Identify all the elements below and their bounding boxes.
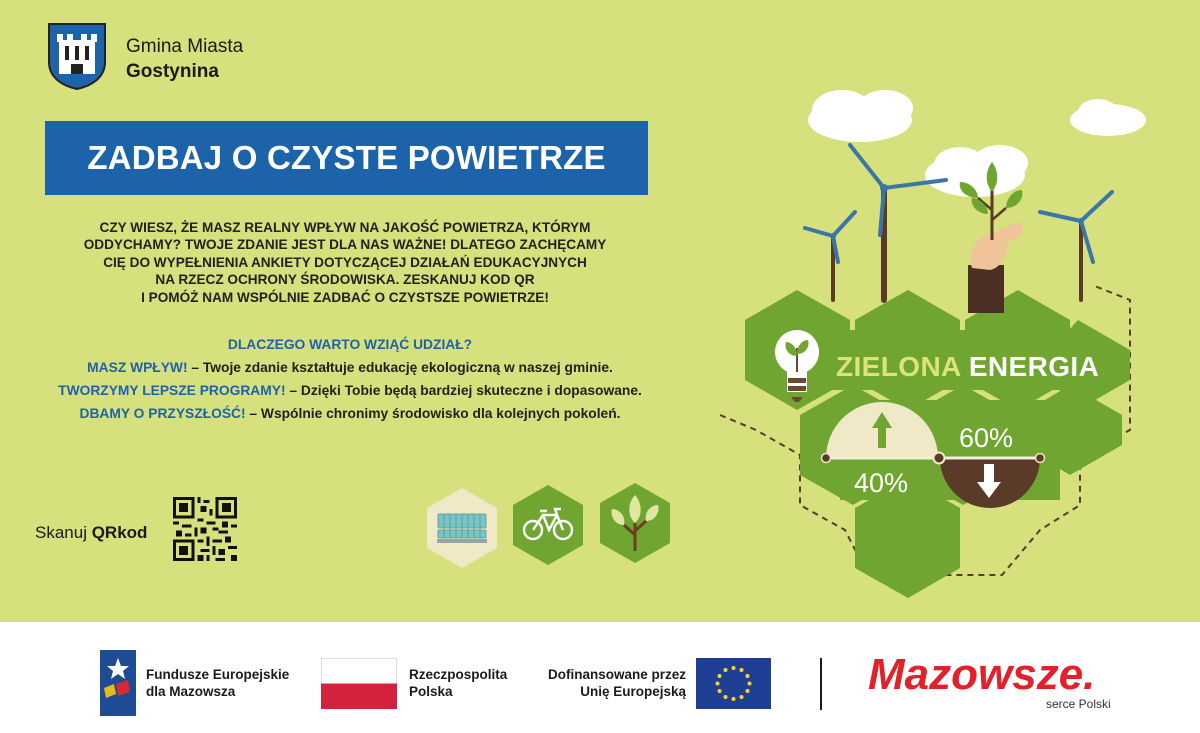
why-item-text: – Dzięki Tobie będą bardziej skuteczne i dopasowane.: [285, 383, 642, 398]
page-title: ZADBAJ O CZYSTE POWIETRZE: [87, 139, 606, 176]
mazowsze-logo: [868, 651, 1140, 697]
european-funds-line-1: Fundusze Europejskie: [146, 667, 290, 682]
intro-line: I POMÓŻ NAM WSPÓLNIE ZADBAĆ O CZYSTSZE POWIETRZE!: [141, 289, 549, 305]
city-crest-icon: [47, 22, 107, 90]
eu-funding-text: [540, 666, 686, 700]
bicycle-icon: [513, 485, 583, 565]
qr-code[interactable]: [173, 497, 237, 561]
percent-up-value: 60%: [959, 423, 1014, 453]
organization-name: [126, 34, 243, 84]
why-item-label: DBAMY O PRZYSZŁOŚĆ!: [79, 406, 246, 421]
eu-funding-line-2: Unię Europejską: [580, 684, 686, 699]
mazowsze-wordmark: Mazowsze.: [868, 651, 1096, 697]
eu-funding-line-1: Dofinansowane przez: [547, 667, 686, 682]
why-item: [30, 379, 670, 402]
european-funds-text: [146, 666, 289, 700]
why-item-text: – Wspólnie chronimy środowisko dla kolejnych pokoleń.: [245, 406, 621, 421]
eu-flag-icon: [696, 658, 771, 709]
scan-bold: QRkod: [91, 523, 148, 542]
green-energy-infographic: [700, 80, 1200, 620]
why-section: [30, 333, 670, 425]
european-funds-logo: [100, 650, 136, 716]
organization-line-1: Gmina Miasta: [126, 36, 244, 57]
organization-line-2: Gostynina: [126, 61, 219, 82]
mazowsze-tagline: serce Polski: [1046, 697, 1111, 711]
tree-icon: [600, 483, 670, 563]
green-energy-label: [836, 351, 1099, 383]
intro-line: CIĘ DO WYPEŁNIENIA ANKIETY DOTYCZĄCEJ DZIAŁAŃ EDUKACYJNYCH: [103, 254, 587, 270]
intro-line: ODDYCHAMY? TWOJE ZDANIE JEST DLA NAS WAŻNE! DLATEGO ZACHĘCAMY: [83, 237, 607, 253]
scan-label: [35, 523, 147, 543]
green-energy-word-1: ZIELONA: [836, 351, 961, 382]
intro-line: CZY WIESZ, ŻE MASZ REALNY WPŁYW NA JAKOŚĆ POWIETRZA, KTÓRYM: [99, 220, 591, 235]
scan-prefix: Skanuj: [35, 523, 92, 542]
title-banner: [45, 121, 648, 195]
why-item-label: MASZ WPŁYW!: [87, 360, 188, 375]
intro-line: NA RZECZ OCHRONY ŚRODOWISKA. ZESKANUJ KOD QR: [155, 272, 535, 288]
why-item: [30, 356, 670, 379]
intro-paragraph: [40, 219, 650, 306]
poland-flag-icon: [321, 658, 397, 709]
poland-line-1: Rzeczpospolita: [409, 667, 508, 682]
solar-panel-icon: [427, 488, 497, 568]
poland-text: [409, 666, 507, 700]
why-item: [30, 402, 670, 425]
why-item-text: – Twoje zdanie kształtuje edukację ekologiczną w naszej gminie.: [187, 360, 613, 375]
percent-down-value: 40%: [854, 468, 909, 498]
why-item-label: TWORZYMY LEPSZE PROGRAMY!: [58, 383, 286, 398]
footer-divider: [820, 658, 822, 710]
poland-line-2: Polska: [409, 684, 453, 699]
european-funds-line-2: dla Mazowsza: [146, 684, 236, 699]
why-heading: DLACZEGO WARTO WZIĄĆ UDZIAŁ?: [227, 337, 473, 352]
green-energy-word-2: ENERGIA: [960, 351, 1100, 382]
